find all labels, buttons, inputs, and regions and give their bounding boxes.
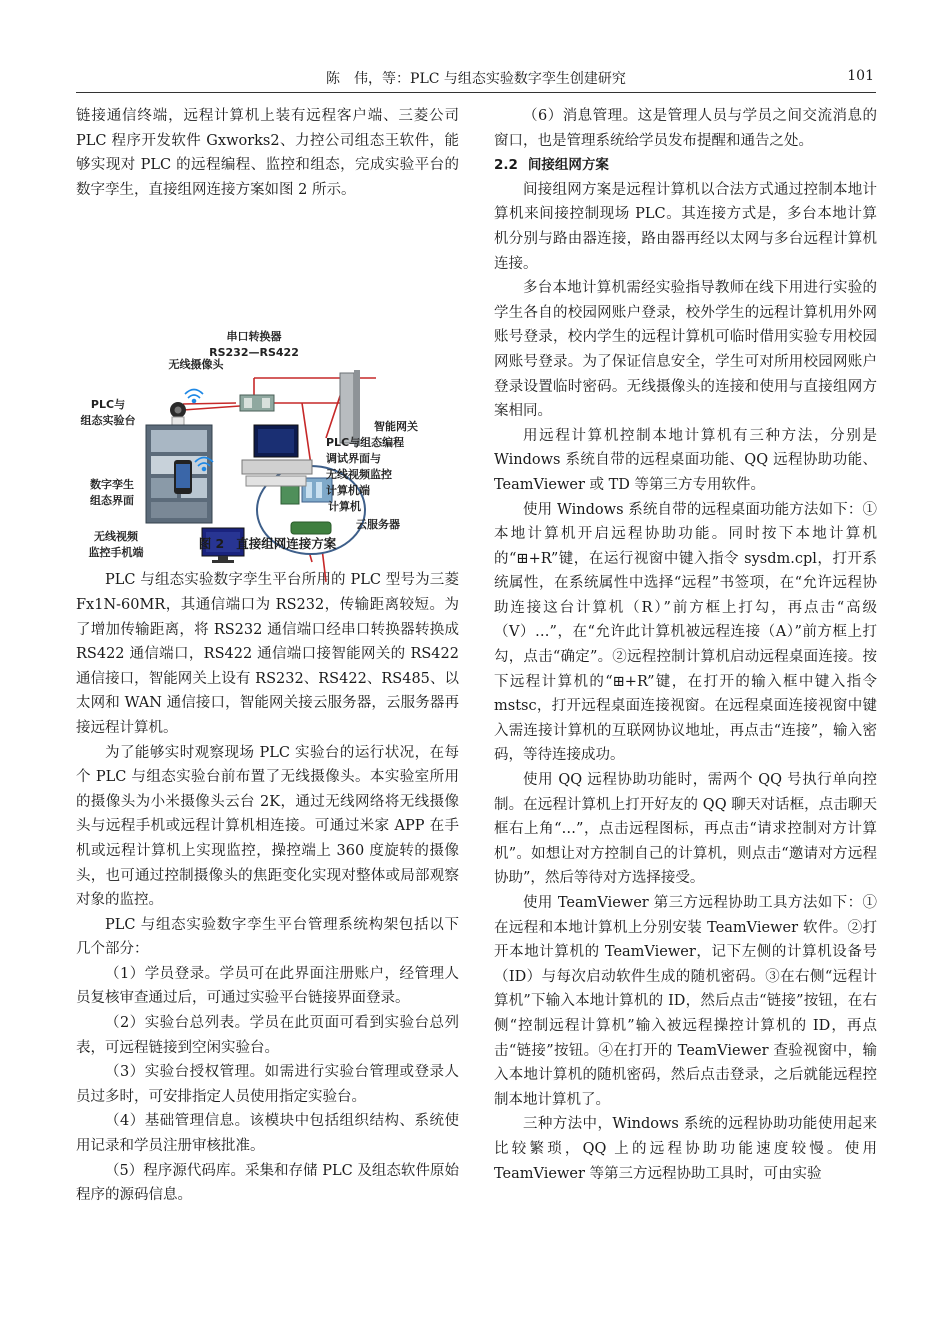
label-plc-bench-1: PLC与 bbox=[90, 398, 126, 412]
label-serial-spec: RS232—RS422 bbox=[209, 346, 299, 360]
paragraph-indirect-intro: 间接组网方案是远程计算机以合法方式通过控制本地计算机来间接控制现场 PLC。其连接方式是，多台本地计算机分别与路由器连接，路由器再经以太网与多台远程计算机连接。 bbox=[494, 181, 877, 272]
label-pc-desc-1: PLC与组态编程 bbox=[326, 436, 405, 450]
wireless-camera-icon bbox=[170, 402, 186, 425]
label-wireless-camera: 无线摄像头 bbox=[168, 358, 224, 372]
list-item-source-code-library: （5）程序源代码库。采集和存储 PLC 及组态软件原始程序的源码信息。 bbox=[76, 1162, 459, 1204]
section-title: 间接组网方案 bbox=[527, 157, 609, 174]
section-number: 2.2 bbox=[494, 157, 518, 174]
list-item-bench-authorization: （3）实验台授权管理。如需进行实验台管理或登录人员过多时，可安排指定人员使用指定实验台。 bbox=[76, 1064, 459, 1105]
list-item-student-login: （1）学员登录。学员可在此界面注册账户，经管理人员复核审查通过后，可通过实验平台链接界面登录。 bbox=[76, 965, 459, 1007]
gateway-device-icon bbox=[340, 370, 360, 446]
paragraph-plc-model: PLC 与组态实验数字孪生平台所用的 PLC 型号为三菱 Fx1N-60MR，其通信端口为 RS232，传输距离较短。为了增加传输距离，将 RS232 通信端口经串口转换器转换成 RS422 通信端口，RS422 通信端口接智能网关的 RS422 通信接口，智能网关上设有 RS232、RS422、RS485、以太网和 WAN 通信接口，智能网关接云服务器，云服务器再接远程计算机。 bbox=[76, 572, 459, 736]
figure-2 bbox=[76, 210, 459, 558]
paragraph-campus-login: 多台本地计算机需经实验指导教师在线下用进行实验的学生各自的校园网账户登录，校外学生的远程计算机用外网账号登录，校内学生的远程计算机可临时借用实验专用校园网账号登录。为了保证信息安全，学生可对所用校园网账户登录设置临时密码。无线摄像头的连接和使用与直接组网方案相同。 bbox=[494, 280, 877, 420]
serial-converter-icon bbox=[240, 395, 274, 411]
label-gateway: 智能网关 bbox=[374, 420, 418, 434]
label-twin-ui-2: 组态界面 bbox=[90, 494, 134, 508]
label-pc-desc-4: 计算机端 bbox=[326, 484, 370, 498]
paragraph-system-architecture: PLC 与组态实验数字孪生平台管理系统构架包括以下几个部分： bbox=[76, 916, 459, 958]
right-column bbox=[494, 104, 877, 1186]
list-item-message-management: （6）消息管理。这是管理人员与学员之间交流消息的窗口，也是管理系统给学员发布提醒和通告之处。 bbox=[494, 108, 877, 149]
paragraph-camera: 为了能够实时观察现场 PLC 实验台的运行状况，在每个 PLC 与组态实验台前布置了无线摄像头。本实验室所用的摄像头为小米摄像头云台 2K，通过无线网络将无线摄像头与远程手机或远程计算机相连接。可通过米家 APP 在手机或远程计算机上实现监控，操控端上 360 度旋转的摄像头，也可通过控制摄像头的焦距变化实现对整体或局部观察对象的监控。 bbox=[76, 744, 459, 909]
wifi-icon-camera bbox=[185, 390, 203, 403]
paragraph-intro: 链接通信终端，远程计算机上装有远程客户端、三菱公司 PLC 程序开发软件 Gxworks2、力控公司组态王软件，能够实现对 PLC 的远程编程、监控和组态，完成实验平台的数字孪生，直接组网连接方案如图 2 所示。 bbox=[76, 108, 459, 198]
paragraph-windows-remote: 使用 Windows 系统自带的远程桌面功能方法如下：①本地计算机开启远程协助功能。同时按下本地计算机的“⊞+R”键，在运行视窗中键入指令 sysdm.cpl，打开系统属性，在系统属性中选择“远程”书签项，在“允许远程协助连接这台计算机（R）”前方框上打勾，再点击“高级（V）…”，在“允许此计算机被远程连接（A）”前方框上打勾，点击“确定”。②远程控制计算机启动远程桌面连接。按下远程计算机的“⊞+R”键，在打开的输入框中键入指令 mstsc，打开远程桌面连接视窗。在远程桌面连接视窗中键入需连接计算机的互联网协议地址，再点击“连接”，输入密码，等待连接成功。 bbox=[494, 501, 877, 764]
label-plc-bench-2: 组态实验台 bbox=[80, 414, 136, 428]
label-serial-converter: 串口转换器 bbox=[226, 330, 282, 344]
list-item-basic-info: （4）基础管理信息。该模块中包括组织结构、系统使用记录和学员注册审核批准。 bbox=[76, 1113, 459, 1155]
label-twin-ui-1: 数字孪生 bbox=[90, 478, 134, 492]
page-number: 101 bbox=[847, 68, 874, 84]
figure-caption-text: 直接组网连接方案 bbox=[236, 535, 337, 551]
label-phone-2: 监控手机端 bbox=[88, 546, 144, 560]
paragraph-teamviewer: 使用 TeamViewer 第三方远程协助工具方法如下：①在远程和本地计算机上分别安装 TeamViewer 软件。②打开本地计算机的 TeamViewer，记下左侧的计算机设备号（ID）与每次启动软件生成的随机密码。③在右侧“远程计算机”下输入本地计算机的 ID，然后点击“链接”按钮，在右侧“控制远程计算机”输入被远程操控计算机的 ID，再点击“链接”按钮。④在打开的 TeamViewer 查验视窗中，输入本地计算机的随机密码，然后点击登录，之后就能远程控制本地计算机了。 bbox=[494, 895, 877, 1108]
left-column bbox=[76, 104, 459, 1208]
paragraph-three-methods: 用远程计算机控制本地计算机有三种方法，分别是 Windows 系统自带的远程桌面功能、QQ 远程协助功能、TeamViewer 或 TD 等第三方专用软件。 bbox=[494, 427, 877, 493]
figure-caption bbox=[76, 532, 459, 560]
list-item-bench-list: （2）实验台总列表。学员在此页面可看到实验台总列表，可远程链接到空闲实验台。 bbox=[76, 1015, 459, 1056]
figure-caption-number: 图 2 bbox=[198, 535, 225, 551]
label-pc-desc-2: 调试界面与 bbox=[326, 452, 381, 466]
label-computer: 计算机 bbox=[328, 500, 361, 514]
label-cloud: 云服务器 bbox=[356, 518, 400, 532]
paragraph-comparison: 三种方法中，Windows 系统的远程协助功能使用起来比较繁琐，QQ 上的远程协助功能速度较慢。使用 TeamViewer 等第三方远程协助工具时，可由实验 bbox=[494, 1116, 877, 1182]
paragraph-qq-remote: 使用 QQ 远程协助功能时，需两个 QQ 号执行单向控制。在远程计算机上打开好友的 QQ 聊天对话框，点击聊天框右上角“…”，点击远程图标，再点击“请求控制对方计算机”。如想让对方控制自己的计算机，则点击“邀请对方远程协助”，然后等待对方选择接受。 bbox=[494, 772, 877, 887]
plc-bench-photo bbox=[146, 425, 212, 523]
running-header bbox=[76, 66, 876, 93]
label-phone-1: 无线视频 bbox=[94, 530, 138, 544]
label-pc-desc-3: 无线视频监控 bbox=[326, 468, 392, 482]
section-heading bbox=[494, 153, 877, 178]
running-title: 陈 伟，等：PLC 与组态实验数字孪生创建研究 bbox=[326, 71, 626, 87]
